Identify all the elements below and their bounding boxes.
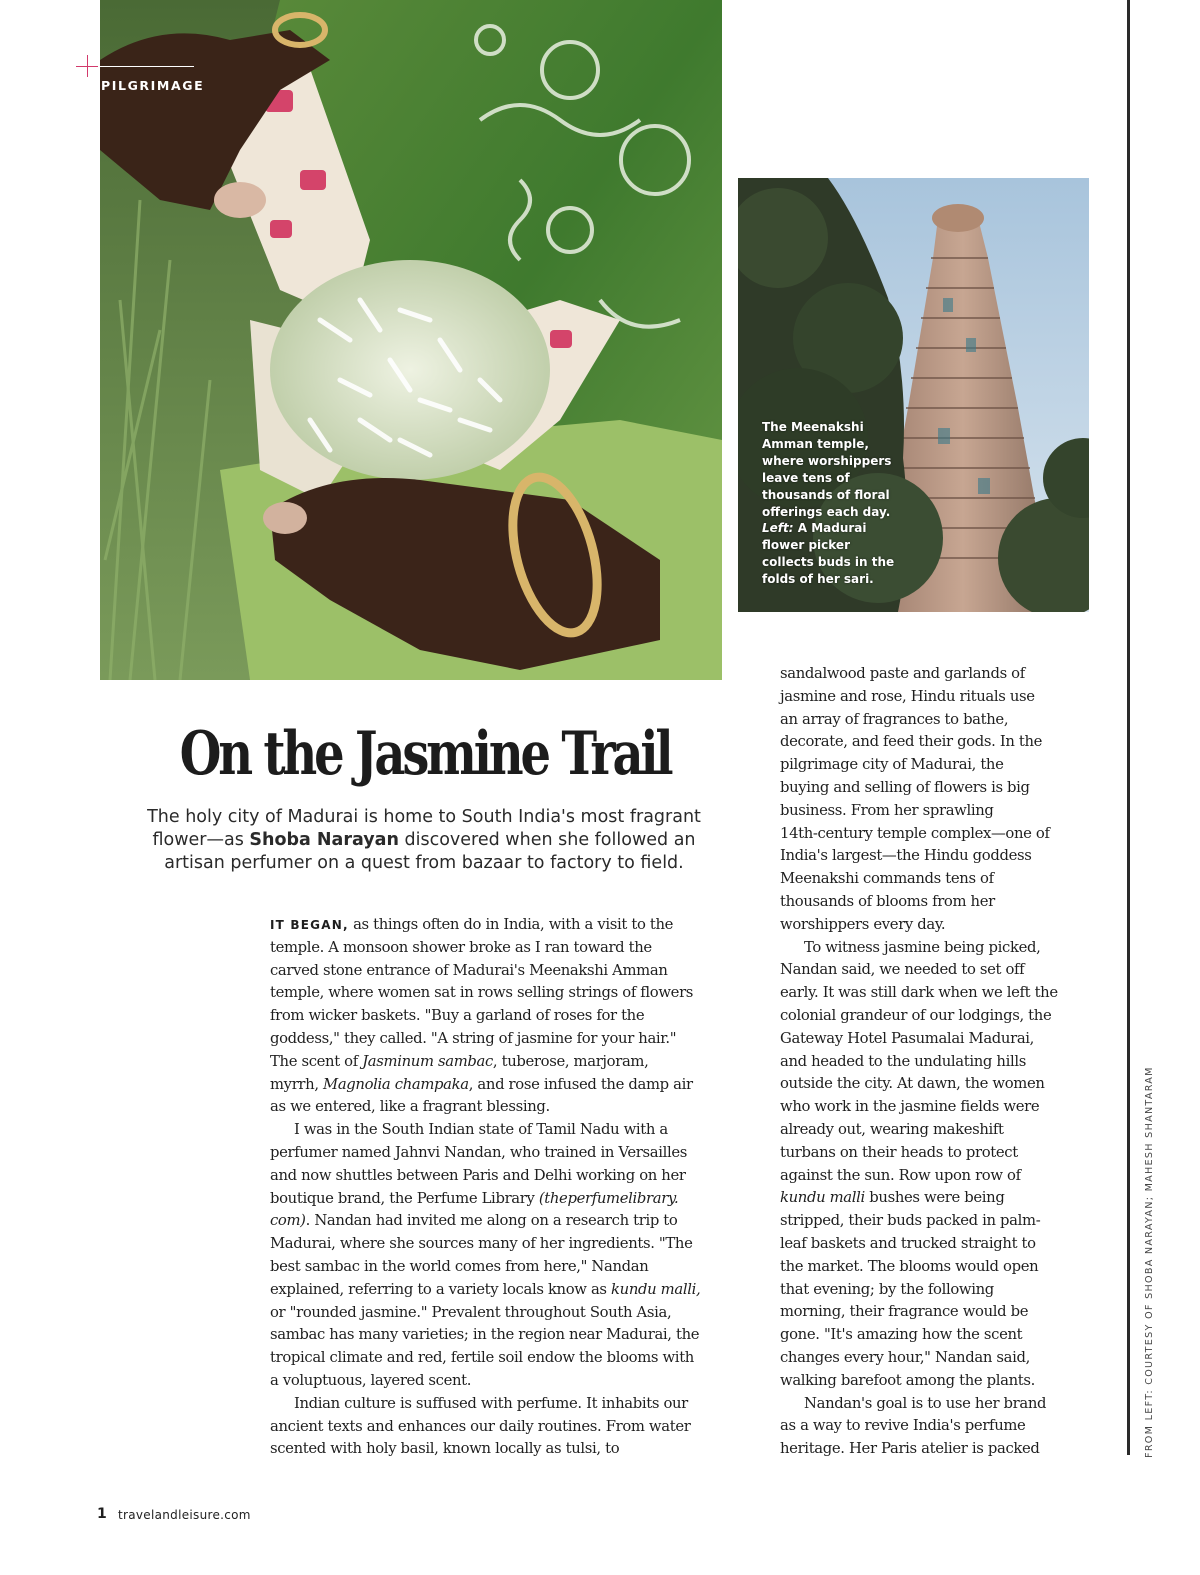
article-deck: [118, 806, 730, 875]
body-line: and headed to the undulating hills: [780, 1052, 1026, 1070]
photo-credit: FROM LEFT: COURTESY OF SHOBA NARAYAN; MAHESH SHANTARAM: [1144, 1066, 1155, 1458]
body-line: Madurai, where she sources many of her ingredients. "The: [270, 1235, 693, 1253]
body-line: temple. A monsoon shower broke as I ran toward the: [270, 938, 652, 956]
body-line: worshippers every day.: [780, 915, 946, 933]
body-line: colonial grandeur of our lodgings, the: [780, 1006, 1052, 1024]
body-line: [270, 1074, 750, 1097]
body-line: already out, wearing makeshift: [780, 1120, 1004, 1138]
body-text: , and rose infused the damp air: [468, 1075, 693, 1093]
body-line: and now shuttles between Paris and Delhi working on her: [270, 1166, 686, 1184]
body-line: gone. "It's amazing how the scent: [780, 1326, 1023, 1344]
body-line: goddess," they called. "A string of jasmine for your hair.": [270, 1029, 677, 1047]
body-text: The scent of: [270, 1052, 363, 1070]
caption-line: where worshippers: [762, 453, 892, 468]
caption-line: flower picker: [762, 538, 850, 553]
caption-line: Amman temple,: [762, 436, 869, 451]
body-column-right: [780, 663, 1120, 1461]
body-line: heritage. Her Paris atelier is packed: [780, 1440, 1040, 1458]
caption-line: [762, 520, 902, 537]
author-name: Shoba Narayan: [249, 830, 399, 850]
body-line: the market. The blooms would open: [780, 1257, 1039, 1275]
body-line: To witness jasmine being picked,: [804, 938, 1041, 956]
body-line: as a way to revive India's perfume: [780, 1417, 1026, 1435]
body-line: decorate, and feed their gods. In the: [780, 733, 1043, 751]
body-line: temple, where women sat in rows selling strings of flowers: [270, 984, 694, 1002]
body-line: buying and selling of flowers is big: [780, 778, 1030, 796]
body-line: business. From her sprawling: [780, 801, 994, 819]
body-line: from wicker baskets. "Buy a garland of roses for the: [270, 1007, 645, 1025]
body-text: explained, referring to a variety locals know as: [270, 1280, 612, 1298]
photo-caption: [762, 419, 902, 588]
body-line: Indian culture is suffused with perfume. It inhabits our: [294, 1394, 688, 1412]
body-line: pilgrimage city of Madurai, the: [780, 756, 1004, 774]
body-line: [270, 1051, 750, 1074]
flower-picker-photo: [100, 0, 722, 680]
body-line: against the sun. Row upon row of: [780, 1166, 1021, 1184]
deck-text: discovered when she followed an: [398, 830, 696, 850]
body-line: perfumer named Jahnvi Nandan, who trained in Versailles: [270, 1143, 688, 1161]
body-line: jasmine and rose, Hindu rituals use: [780, 687, 1035, 705]
body-line: that evening; by the following: [780, 1280, 994, 1298]
page-number: 1: [97, 1506, 107, 1522]
body-line: outside the city. At dawn, the women: [780, 1075, 1045, 1093]
deck-text: flower—as: [152, 830, 250, 850]
caption-line: The Meenakshi: [762, 420, 864, 434]
body-line: I was in the South Indian state of Tamil Nadu with a: [294, 1121, 668, 1139]
article-headline: On the Jasmine Trail: [179, 719, 671, 789]
body-text: myrrh,: [270, 1075, 324, 1093]
body-italic: kundu malli,: [611, 1280, 701, 1298]
body-column-left: [270, 914, 750, 1461]
body-line: [270, 1210, 750, 1233]
body-line: Nandan said, we needed to set off: [780, 961, 1025, 979]
deck-line: The holy city of Madurai is home to South India's most fragrant: [147, 807, 701, 827]
body-line: turbans on their heads to protect: [780, 1143, 1018, 1161]
body-italic: kundu malli: [780, 1189, 865, 1207]
body-line: as we entered, like a fragrant blessing.: [270, 1098, 550, 1116]
body-line: sandalwood paste and garlands of: [780, 665, 1025, 682]
body-line: early. It was still dark when we left the: [780, 984, 1058, 1002]
body-line: [270, 914, 750, 937]
body-line: thousands of blooms from her: [780, 892, 995, 910]
body-italic: Magnolia champaka: [323, 1075, 469, 1093]
body-line: changes every hour," Nandan said,: [780, 1348, 1030, 1366]
lead-in: IT BEGAN,: [270, 918, 349, 932]
body-line: a voluptuous, layered scent.: [270, 1371, 472, 1389]
body-line: Nandan's goal is to use her brand: [804, 1394, 1047, 1412]
caption-line: collects buds in the: [762, 555, 895, 570]
body-line: [780, 1187, 1120, 1210]
body-line: tropical climate and red, fertile soil endow the blooms with: [270, 1349, 694, 1367]
body-text: as things often do in India, with a visit to the: [348, 916, 674, 933]
body-line: India's largest—the Hindu goddess: [780, 847, 1032, 865]
caption-line: leave tens of: [762, 470, 850, 485]
body-line: stripped, their buds packed in palm-: [780, 1212, 1041, 1230]
body-line: morning, their fragrance would be: [780, 1303, 1029, 1321]
deck-line: [118, 829, 730, 852]
body-line: Meenakshi commands tens of: [780, 870, 994, 888]
crop-mark-vertical: [87, 55, 88, 77]
body-text: boutique brand, the Perfume Library: [270, 1189, 539, 1207]
flower-picker-illustration: [100, 0, 722, 680]
caption-line: thousands of floral: [762, 487, 890, 502]
page-edge-rule: [1127, 0, 1130, 1455]
body-line: scented with holy basil, known locally as tulsi, to: [270, 1440, 620, 1458]
body-line: or "rounded jasmine." Prevalent throughout South Asia,: [270, 1303, 672, 1321]
body-text: . Nandan had invited me along on a research trip to: [305, 1212, 678, 1230]
body-line: ancient texts and enhances our daily routines. From water: [270, 1417, 691, 1435]
body-line: best sambac in the world comes from here," Nandan: [270, 1257, 649, 1275]
body-italic: Jasminum sambac: [362, 1052, 493, 1070]
body-line: Gateway Hotel Pasumalai Madurai,: [780, 1029, 1035, 1047]
body-line: walking barefoot among the plants.: [780, 1371, 1035, 1389]
body-italic: com): [270, 1212, 306, 1230]
caption-line: folds of her sari.: [762, 572, 874, 587]
deck-line: artisan perfumer on a quest from bazaar to factory to field.: [164, 853, 684, 873]
section-tag: PILGRIMAGE: [101, 78, 205, 93]
body-line: who work in the jasmine fields were: [780, 1098, 1040, 1116]
body-line: [270, 1188, 750, 1211]
body-line: leaf baskets and trucked straight to: [780, 1234, 1036, 1252]
caption-line: offerings each day.: [762, 504, 891, 519]
body-line: carved stone entrance of Madurai's Meenakshi Amman: [270, 961, 668, 979]
body-line: sambac has many varieties; in the region near Madurai, the: [270, 1326, 700, 1344]
body-line: 14th-century temple complex—one of: [780, 824, 1050, 842]
body-line: an array of fragrances to bathe,: [780, 710, 1009, 728]
section-tag-rule: [98, 66, 194, 67]
body-line: [270, 1279, 750, 1302]
site-url: travelandleisure.com: [118, 1508, 251, 1522]
body-text: bushes were being: [864, 1189, 1005, 1207]
caption-left-label: Left:: [762, 521, 794, 536]
caption-text: A Madurai: [793, 521, 867, 536]
body-text: , tuberose, marjoram,: [492, 1052, 649, 1070]
body-italic: (theperfumelibrary.: [538, 1189, 679, 1207]
